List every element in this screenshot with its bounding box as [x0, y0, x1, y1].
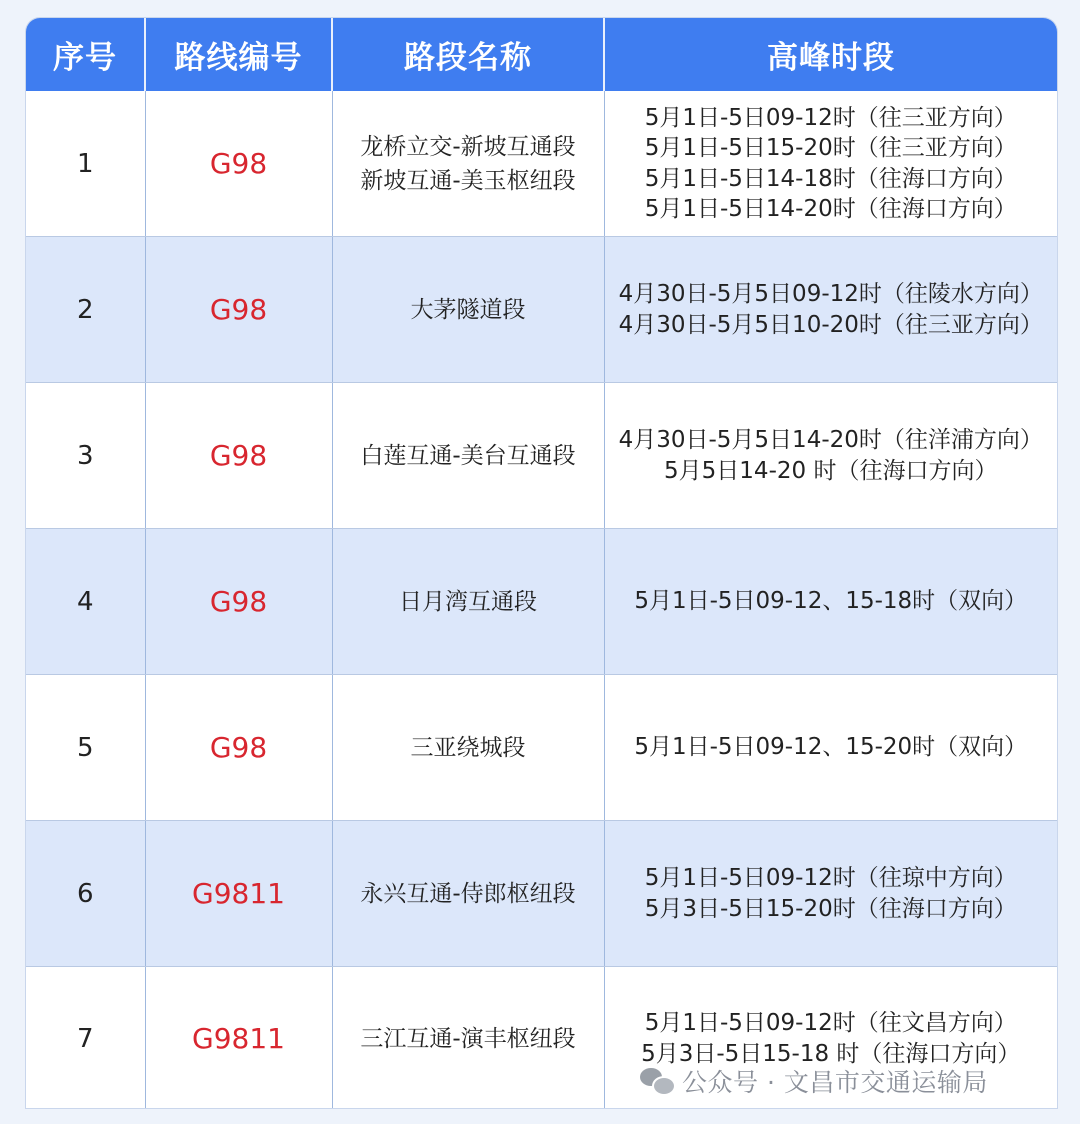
cell-segment-name — [332, 675, 604, 821]
table-row — [26, 383, 1057, 529]
peak-hours-line: 5月1日-5日09-12、15-20时（双向） — [634, 734, 1028, 761]
cell-route-number: G9811 — [145, 821, 332, 967]
cell-peak-hours — [604, 529, 1057, 675]
segment-line: 三江互通-演丰枢纽段 — [360, 1025, 576, 1052]
peak-hours-line: 4月30日-5月5日09-12时（往陵水方向） — [618, 281, 1043, 307]
cell-peak-hours — [604, 237, 1057, 383]
table-row — [26, 529, 1057, 675]
segment-line: 龙桥立交-新坡互通段 — [360, 133, 576, 160]
table-header-row — [26, 18, 1057, 91]
peak-hours-line: 5月1日-5日09-12时（往琼中方向） — [644, 865, 1017, 891]
cell-seq: 3 — [26, 383, 145, 529]
segment-line: 永兴互通-侍郎枢纽段 — [360, 880, 576, 907]
cell-peak-hours — [604, 383, 1057, 529]
peak-hours-line: 5月3日-5日15-18 时（往海口方向） — [641, 1040, 1021, 1067]
peak-hours-line: 4月30日-5月5日10-20时（往三亚方向） — [618, 311, 1043, 338]
cell-route-number: G9811 — [145, 967, 332, 1109]
table-row — [26, 675, 1057, 821]
cell-seq: 1 — [26, 91, 145, 237]
peak-hours-line: 5月1日-5日09-12时（往三亚方向） — [644, 104, 1017, 131]
peak-hours-line: 5月1日-5日14-20时（往海口方向） — [644, 196, 1017, 222]
cell-seq: 6 — [26, 821, 145, 967]
cell-route-number: G98 — [145, 237, 332, 383]
cell-seq: 5 — [26, 675, 145, 821]
cell-segment-name — [332, 821, 604, 967]
cell-segment-name — [332, 383, 604, 529]
watermark-text: 公众号 · 文昌市交通运输局 — [682, 1068, 988, 1097]
peak-hours-line: 5月1日-5日09-12、15-18时（双向） — [634, 588, 1028, 615]
segment-line: 新坡互通-美玉枢纽段 — [360, 167, 576, 194]
cell-route-number: G98 — [145, 91, 332, 237]
cell-seq: 2 — [26, 237, 145, 383]
cell-route-number: G98 — [145, 675, 332, 821]
segment-line: 三亚绕城段 — [410, 734, 526, 761]
header-segment-name: 路段名称 — [332, 18, 604, 91]
peak-hours-table — [26, 18, 1057, 1108]
header-route-number: 路线编号 — [145, 18, 332, 91]
cell-seq: 7 — [26, 967, 145, 1109]
header-peak-hours: 高峰时段 — [604, 18, 1057, 91]
peak-hours-line: 5月1日-5日14-18时（往海口方向） — [644, 165, 1017, 192]
table-row — [26, 237, 1057, 383]
cell-peak-hours — [604, 821, 1057, 967]
segment-line: 大茅隧道段 — [410, 296, 526, 323]
watermark — [640, 1064, 988, 1098]
header-seq: 序号 — [26, 18, 145, 91]
cell-segment-name — [332, 967, 604, 1109]
peak-hours-line: 5月1日-5日15-20时（往三亚方向） — [644, 135, 1017, 161]
cell-peak-hours — [604, 675, 1057, 821]
cell-segment-name — [332, 91, 604, 237]
peak-hours-line: 4月30日-5月5日14-20时（往洋浦方向） — [618, 427, 1043, 453]
peak-hours-line: 5月1日-5日09-12时（往文昌方向） — [644, 1010, 1017, 1036]
table-row — [26, 91, 1057, 237]
wechat-icon — [640, 1066, 674, 1096]
segment-line: 白莲互通-美台互通段 — [360, 442, 576, 469]
peak-hours-line: 5月3日-5日15-20时（往海口方向） — [644, 895, 1017, 922]
cell-route-number: G98 — [145, 529, 332, 675]
table-body — [26, 91, 1057, 1108]
peak-hours-table-card — [26, 18, 1057, 1108]
cell-route-number: G98 — [145, 383, 332, 529]
table-row — [26, 821, 1057, 967]
cell-segment-name — [332, 237, 604, 383]
segment-line: 日月湾互通段 — [399, 588, 537, 615]
cell-peak-hours — [604, 91, 1057, 237]
cell-segment-name — [332, 529, 604, 675]
peak-hours-line: 5月5日14-20 时（往海口方向） — [664, 457, 998, 484]
cell-seq: 4 — [26, 529, 145, 675]
